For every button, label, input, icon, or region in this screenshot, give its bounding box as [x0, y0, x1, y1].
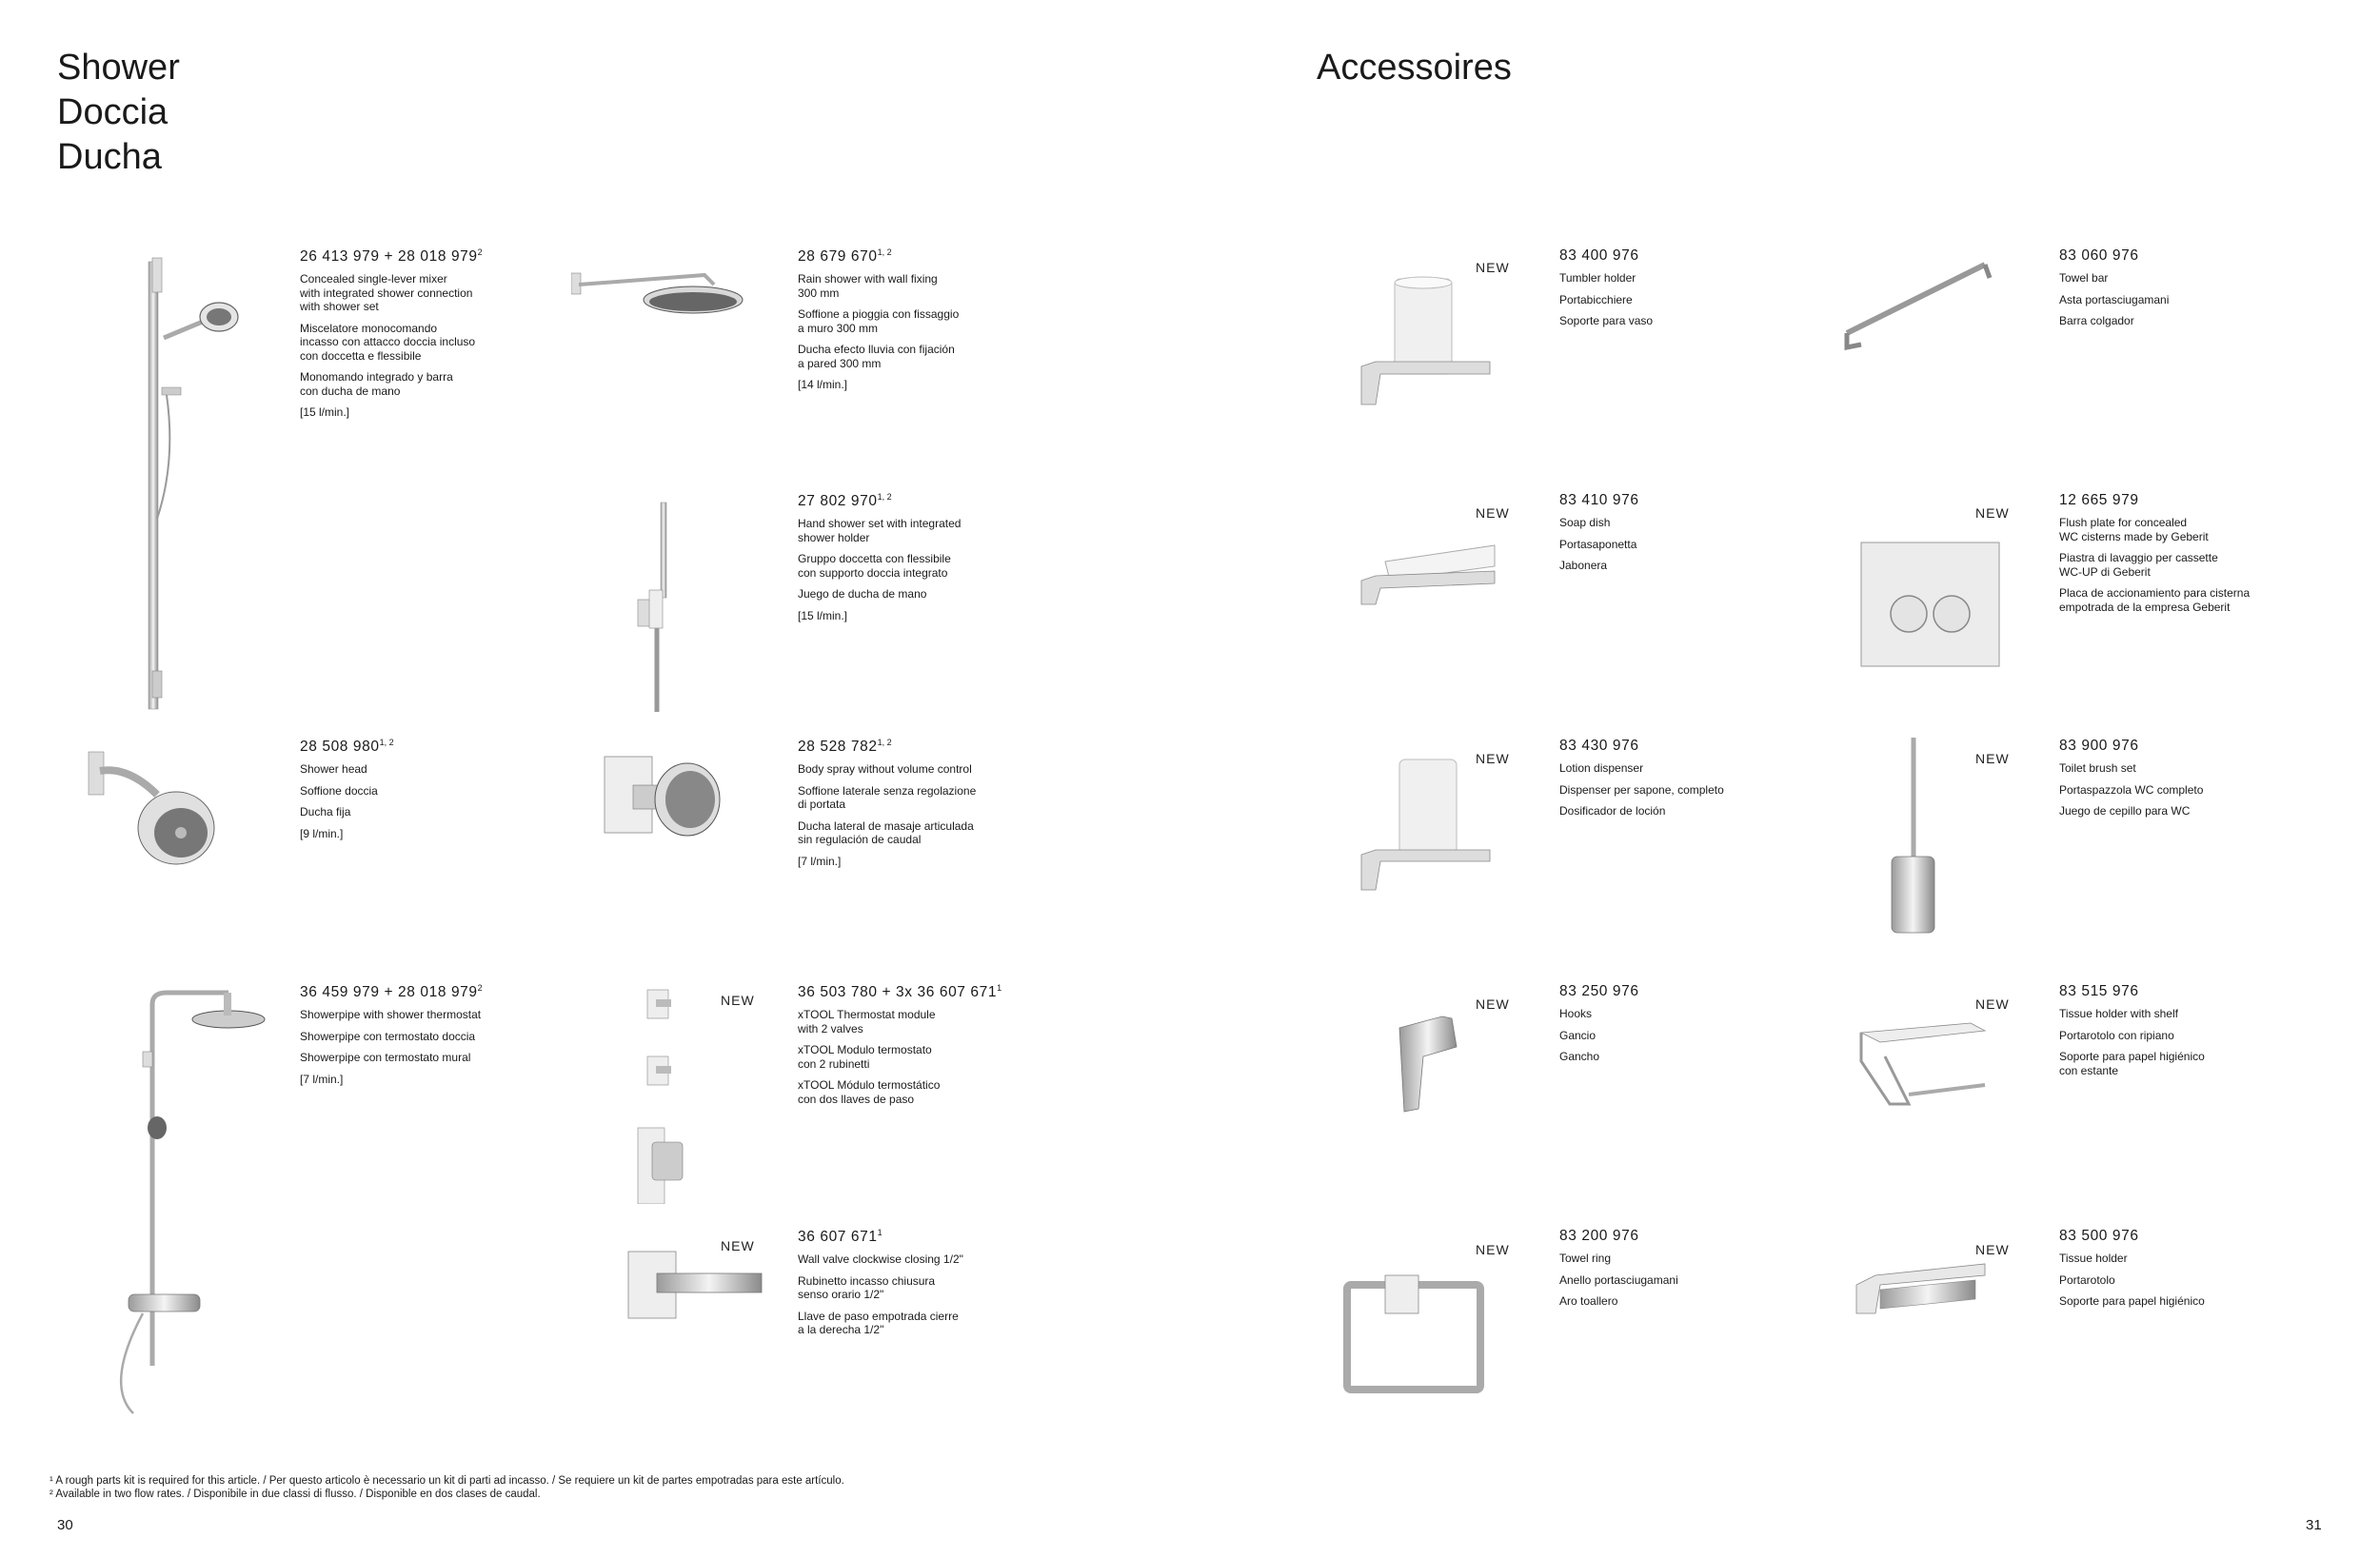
desc-en: Wall valve clockwise closing 1/2"	[798, 1252, 963, 1266]
desc-it: Miscelatore monocomando incasso con attacco doccia incluso con doccetta e flessibile	[300, 321, 476, 363]
desc-it: Rubinetto incasso chiusura senso orario 1/2"	[798, 1273, 936, 1301]
product-83430976	[1559, 738, 1778, 826]
product-83515976	[2059, 983, 2278, 1085]
product-83250976	[1559, 983, 1778, 1072]
desc-es: Showerpipe con termostato mural	[300, 1051, 471, 1064]
desc-it: Portaspazzola WC completo	[2059, 782, 2204, 797]
new-badge: NEW	[1975, 505, 2010, 521]
desc-es: Placa de accionamiento para cisterna empotrada de la empresa Geberit	[2059, 586, 2251, 614]
new-badge: NEW	[1476, 751, 1510, 766]
product-83900976	[2059, 738, 2278, 826]
tissue-holder-image	[1852, 1256, 1990, 1328]
desc-es: Monomando integrado y barra con ducha de mano	[300, 370, 453, 398]
product-code: 26 413 979 + 28 018 $979^2$	[300, 247, 483, 265]
body-spray-image	[600, 747, 728, 852]
product-36503780	[798, 983, 1017, 1114]
product-code: 83 430 976	[1559, 738, 1639, 754]
desc-es: Ducha lateral de masaje articulada sin regulación de caudal	[798, 818, 974, 846]
desc-en: Concealed single-lever mixer with integrated shower connection with shower set	[300, 272, 473, 313]
toilet-brush-image	[1880, 733, 1947, 937]
wall-valve-image	[624, 1247, 766, 1323]
desc-it: Soffione doccia	[300, 783, 378, 798]
new-badge: NEW	[721, 1238, 755, 1253]
hand-shower-image	[628, 495, 676, 714]
desc-it: Soffione laterale senza regolazione di portata	[798, 783, 977, 811]
footnote-2: ² Available in two flow rates. / Disponibile in due classi di flusso. / Disponible en dos clases de caudal.	[50, 1489, 541, 1500]
product-code: 83 060 976	[2059, 247, 2139, 264]
new-badge: NEW	[1476, 260, 1510, 275]
page-number-right: 31	[2306, 1517, 2322, 1533]
desc-es: Jabonera	[1559, 559, 1608, 572]
product-12665979	[2059, 492, 2307, 621]
title-line: Doccia	[57, 92, 169, 132]
desc-es: xTOOL Módulo termostático con dos llaves de paso	[798, 1078, 941, 1106]
hooks-image	[1390, 1009, 1461, 1114]
left-title	[57, 46, 180, 180]
product-83400976	[1559, 247, 1778, 336]
desc-en: Soap dish	[1559, 516, 1611, 529]
flush-plate-image	[1856, 538, 2004, 671]
desc-es: Ducha efecto lluvia con fijación a pared 300 mm	[798, 343, 955, 370]
desc-it: Dispenser per sapone, completo	[1559, 782, 1724, 797]
soap-dish-image	[1357, 538, 1499, 609]
flow-rate: [15 l/min.]	[798, 608, 848, 622]
product-code: 83 900 976	[2059, 738, 2139, 754]
product-83060976	[2059, 247, 2278, 336]
flow-rate: [7 l/min.]	[300, 1072, 344, 1086]
product-code: 36 459 979 + 28 018 $979^2$	[300, 983, 483, 1000]
title-line: Ducha	[57, 137, 162, 177]
desc-es: Soporte para papel higiénico	[2059, 1294, 2205, 1308]
desc-es: Soporte para papel higiénico con estante	[2059, 1050, 2205, 1077]
new-badge: NEW	[1476, 996, 1510, 1012]
desc-it: Anello portasciugamani	[1559, 1272, 1678, 1287]
desc-en: Showerpipe with shower thermostat	[300, 1008, 482, 1021]
xtool-module-image	[633, 985, 704, 1204]
desc-it: Portarotolo con ripiano	[2059, 1028, 2174, 1042]
flow-rate: [14 l/min.]	[798, 378, 848, 391]
desc-en: Shower head	[300, 762, 367, 776]
product-83410976	[1559, 492, 1778, 581]
desc-en: Tumbler holder	[1559, 271, 1636, 285]
product-code: 83 515 976	[2059, 983, 2139, 999]
product-26413979	[300, 247, 519, 427]
desc-es: Ducha fija	[300, 805, 351, 818]
product-28679670	[798, 247, 1017, 400]
product-36459979	[300, 983, 519, 1094]
product-code: 28 508 980$^{1, 2}$	[300, 738, 394, 755]
desc-en: Lotion dispenser	[1559, 761, 1644, 775]
product-code: 12 665 979	[2059, 492, 2139, 508]
lotion-dispenser-image	[1357, 752, 1495, 895]
shower-set-image	[124, 252, 257, 714]
desc-it: xTOOL Modulo termostato con 2 rubinetti	[798, 1043, 932, 1071]
title-line: Shower	[57, 48, 180, 88]
desc-en: Towel ring	[1559, 1252, 1612, 1265]
new-badge: NEW	[1975, 751, 2010, 766]
desc-en: Rain shower with wall fixing 300 mm	[798, 272, 938, 300]
desc-it: Portabicchiere	[1559, 292, 1633, 306]
product-code: 28 528 782$^{1, 2}$	[798, 738, 892, 755]
page-number-left: 30	[57, 1517, 73, 1533]
desc-en: Towel bar	[2059, 271, 2109, 285]
desc-en: Hooks	[1559, 1007, 1593, 1020]
product-code: 27 802 970$^{1, 2}$	[798, 492, 892, 509]
desc-it: Gruppo doccetta con flessibile con supporto doccia integrato	[798, 552, 951, 580]
desc-it: Asta portasciugamani	[2059, 292, 2170, 306]
new-badge: NEW	[1476, 505, 1510, 521]
desc-es: Llave de paso empotrada cierre a la derecha 1/2"	[798, 1309, 959, 1336]
product-code: 28 679 670$^{1, 2}$	[798, 247, 892, 265]
desc-it: Showerpipe con termostato doccia	[300, 1029, 476, 1043]
product-83200976	[1559, 1228, 1778, 1316]
desc-en: Body spray without volume control	[798, 762, 972, 776]
desc-it: Portarotolo	[2059, 1272, 2115, 1287]
new-badge: NEW	[721, 993, 755, 1008]
product-28508980	[300, 738, 519, 848]
product-code: 83 500 976	[2059, 1228, 2139, 1244]
product-code: 83 410 976	[1559, 492, 1639, 508]
desc-en: Toilet brush set	[2059, 761, 2136, 775]
desc-es: Juego de cepillo para WC	[2059, 804, 2191, 818]
desc-it: Piastra di lavaggio per cassette WC-UP di Geberit	[2059, 551, 2218, 579]
tissue-holder-shelf-image	[1852, 1014, 1994, 1114]
desc-es: Barra colgador	[2059, 314, 2134, 327]
desc-es: Soporte para vaso	[1559, 314, 1654, 327]
product-code: 36 503 780 + 3x 36 607 $671^1$	[798, 983, 1002, 1000]
desc-it: Portasaponetta	[1559, 537, 1637, 551]
product-36607671	[798, 1228, 1017, 1345]
product-27802970	[798, 492, 1017, 630]
product-code: 36 607 $671^1$	[798, 1228, 883, 1245]
rain-shower-image	[571, 262, 752, 319]
desc-es: Gancho	[1559, 1050, 1600, 1063]
right-title: Accessoires	[1317, 48, 1512, 88]
product-code: 83 200 976	[1559, 1228, 1639, 1244]
desc-en: Hand shower set with integrated shower holder	[798, 517, 962, 544]
desc-it: Soffione a pioggia con fissaggio a muro 300 mm	[798, 307, 960, 335]
towel-bar-image	[1837, 257, 1994, 352]
new-badge: NEW	[1975, 996, 2010, 1012]
shower-head-image	[81, 747, 233, 876]
desc-en: Tissue holder with shelf	[2059, 1007, 2178, 1020]
desc-it: Gancio	[1559, 1028, 1597, 1042]
product-83500976	[2059, 1228, 2278, 1316]
flow-rate: [15 l/min.]	[300, 405, 350, 419]
desc-en: Tissue holder	[2059, 1252, 2128, 1265]
showerpipe-image	[105, 985, 267, 1423]
towel-ring-image	[1338, 1261, 1490, 1394]
desc-en: Flush plate for concealed WC cisterns made by Geberit	[2059, 516, 2209, 543]
desc-en: xTOOL Thermostat module with 2 valves	[798, 1008, 936, 1035]
tumbler-holder-image	[1357, 271, 1495, 409]
desc-es: Aro toallero	[1559, 1294, 1618, 1308]
new-badge: NEW	[1476, 1242, 1510, 1257]
footnote-1: ¹ A rough parts kit is required for this article. / Per questo articolo è necessario un kit di parti ad incasso. / Se requiere un kit de partes empotradas para este artículo.	[50, 1475, 844, 1487]
product-code: 83 250 976	[1559, 983, 1639, 999]
desc-es: Dosificador de loción	[1559, 804, 1666, 818]
flow-rate: [7 l/min.]	[798, 854, 842, 868]
product-28528782	[798, 738, 1017, 876]
product-code: 83 400 976	[1559, 247, 1639, 264]
new-badge: NEW	[1975, 1242, 2010, 1257]
flow-rate: [9 l/min.]	[300, 826, 344, 840]
desc-es: Juego de ducha de mano	[798, 587, 927, 601]
